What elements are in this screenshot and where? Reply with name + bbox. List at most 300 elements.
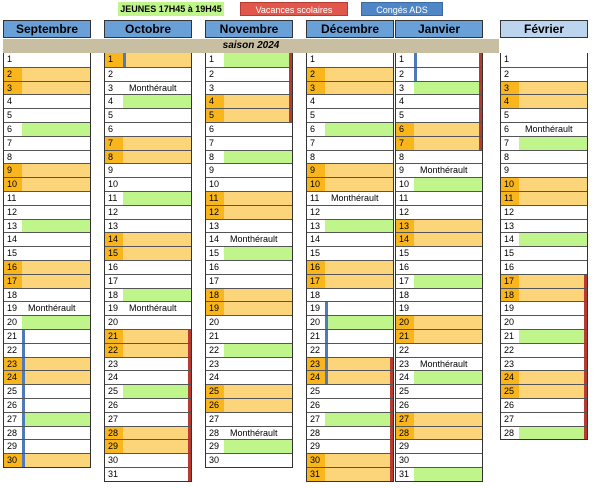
day-row[interactable] [206,150,292,164]
day-number: 12 [310,206,321,217]
day-number: 11 [7,192,17,203]
day-row[interactable] [206,122,292,136]
day-number: 23 [310,358,321,369]
day-cell [224,192,292,205]
day-row[interactable] [307,412,393,426]
day-number: 30 [399,455,410,466]
day-number: 18 [399,289,410,300]
day-row[interactable] [206,453,292,467]
day-number: 26 [399,399,410,410]
day-row[interactable] [307,288,393,302]
day-number: 23 [504,358,515,369]
day-row[interactable] [206,177,292,191]
day-row[interactable] [501,301,587,315]
day-row[interactable] [105,467,191,481]
day-row[interactable] [206,343,292,357]
day-row[interactable] [206,53,292,67]
day-row[interactable] [105,439,191,453]
vacation-marker [390,454,393,467]
day-cell [519,95,587,108]
day-number: 1 [399,54,405,64]
day-row[interactable] [396,232,482,246]
vacation-marker [479,123,482,136]
day-cell [123,95,191,108]
day-cell [325,247,393,260]
day-number: 25 [108,386,119,397]
day-row[interactable] [206,301,292,315]
ads-leave-marker [22,454,25,467]
day-row[interactable] [501,398,587,412]
day-row[interactable] [4,177,90,191]
day-row[interactable] [206,398,292,412]
day-row[interactable] [206,412,292,426]
day-cell [123,206,191,219]
day-row[interactable] [105,108,191,122]
day-number: 27 [504,413,515,424]
day-number: 1 [7,54,13,64]
day-row[interactable] [501,53,587,67]
day-cell [325,427,393,440]
day-row[interactable] [206,232,292,246]
day-row[interactable] [206,219,292,233]
day-number: 14 [209,234,220,245]
day-row[interactable] [4,67,90,81]
day-row[interactable] [307,343,393,357]
day-cell [519,123,587,136]
day-number: 15 [209,248,220,259]
day-number: 7 [399,137,405,148]
day-row[interactable] [396,163,482,177]
day-row[interactable] [307,357,393,371]
ads-leave-marker [325,344,328,357]
day-row[interactable] [105,122,191,136]
day-row[interactable] [396,343,482,357]
day-row[interactable] [105,136,191,150]
day-row[interactable] [4,191,90,205]
day-number: 15 [399,248,410,259]
day-cell [123,427,191,440]
day-row[interactable] [206,370,292,384]
day-cell [123,82,191,95]
day-row[interactable] [4,370,90,384]
day-row[interactable] [501,426,587,440]
day-row[interactable] [4,343,90,357]
day-row[interactable] [105,384,191,398]
day-row[interactable] [396,260,482,274]
day-note: Monthérault [129,303,177,314]
day-note: Monthérault [420,358,468,369]
day-row[interactable] [307,205,393,219]
ads-leave-marker [22,399,25,412]
day-row[interactable] [105,94,191,108]
day-row[interactable] [105,329,191,343]
day-row[interactable] [396,94,482,108]
day-number: 31 [399,468,410,479]
month-column-3 [306,20,394,479]
day-number: 15 [504,248,515,259]
vacation-marker [289,53,292,67]
day-row[interactable] [307,67,393,81]
day-row[interactable] [307,177,393,191]
day-row[interactable] [206,426,292,440]
day-row[interactable] [206,260,292,274]
day-row[interactable] [501,122,587,136]
day-row[interactable] [396,370,482,384]
day-row[interactable] [501,205,587,219]
day-cell [224,440,292,453]
day-row[interactable] [307,219,393,233]
day-row[interactable] [396,246,482,260]
day-cell [123,233,191,246]
day-row[interactable] [206,163,292,177]
day-row[interactable] [396,205,482,219]
season-banner: saison 2024 [3,39,499,53]
day-row[interactable] [206,357,292,371]
day-row[interactable] [206,136,292,150]
day-row[interactable] [501,67,587,81]
day-row[interactable] [501,177,587,191]
day-row[interactable] [4,453,90,467]
vacation-marker [188,413,191,426]
day-number: 2 [504,68,510,79]
day-row[interactable] [4,274,90,288]
day-row[interactable] [105,274,191,288]
day-list [306,53,394,482]
day-number: 24 [209,372,220,383]
day-row[interactable] [4,426,90,440]
day-row[interactable] [105,191,191,205]
day-row[interactable] [307,122,393,136]
day-row[interactable] [4,301,90,315]
day-row[interactable] [105,426,191,440]
day-row[interactable] [105,288,191,302]
day-row[interactable] [105,412,191,426]
day-row[interactable] [307,232,393,246]
day-cell [519,261,587,274]
day-row[interactable] [396,315,482,329]
day-row[interactable] [501,163,587,177]
day-row[interactable] [396,357,482,371]
day-row[interactable] [4,315,90,329]
day-cell [22,206,90,219]
day-cell [414,164,482,177]
day-row[interactable] [307,453,393,467]
day-cell [414,385,482,398]
day-cell [414,109,482,122]
day-number: 26 [209,399,220,410]
day-row[interactable] [396,467,482,481]
day-row[interactable] [105,398,191,412]
day-cell [22,289,90,302]
day-cell [414,330,482,343]
day-row[interactable] [4,205,90,219]
day-cell [325,137,393,150]
day-list [104,53,192,482]
day-number: 6 [504,123,510,134]
day-row[interactable] [307,370,393,384]
day-row[interactable] [307,260,393,274]
day-row[interactable] [105,301,191,315]
day-number: 11 [310,192,320,203]
day-row[interactable] [105,219,191,233]
ads-leave-marker [325,316,328,329]
day-row[interactable] [105,315,191,329]
day-row[interactable] [307,136,393,150]
day-row[interactable] [4,53,90,67]
day-row[interactable] [396,53,482,67]
day-row[interactable] [105,67,191,81]
day-row[interactable] [501,384,587,398]
day-row[interactable] [206,329,292,343]
day-row[interactable] [307,315,393,329]
day-row[interactable] [501,315,587,329]
day-row[interactable] [206,288,292,302]
day-cell [22,344,90,357]
day-cell [224,233,292,246]
day-number: 13 [399,220,410,231]
day-number: 29 [209,441,220,452]
day-row[interactable] [4,232,90,246]
day-row[interactable] [396,177,482,191]
day-number: 30 [108,455,119,466]
day-number: 9 [108,165,114,176]
day-row[interactable] [4,329,90,343]
day-number: 8 [399,151,405,162]
day-row[interactable] [396,398,482,412]
day-row[interactable] [501,274,587,288]
day-number: 8 [7,151,13,162]
day-row[interactable] [4,412,90,426]
day-row[interactable] [396,426,482,440]
day-row[interactable] [206,246,292,260]
day-row[interactable] [4,439,90,453]
day-row[interactable] [206,274,292,288]
day-number: 2 [7,68,13,79]
day-row[interactable] [396,288,482,302]
day-row[interactable] [396,67,482,81]
day-cell [325,358,393,371]
day-row[interactable] [501,343,587,357]
day-row[interactable] [4,288,90,302]
day-row[interactable] [4,94,90,108]
day-cell [414,233,482,246]
day-number: 16 [310,261,321,272]
day-note: Monthérault [230,427,278,438]
day-cell [224,220,292,233]
day-row[interactable] [4,136,90,150]
day-row[interactable] [206,67,292,81]
day-row[interactable] [396,122,482,136]
day-row[interactable] [307,329,393,343]
day-row[interactable] [307,94,393,108]
day-number: 27 [108,413,119,424]
day-cell [325,468,393,481]
day-cell [123,385,191,398]
day-row[interactable] [105,260,191,274]
day-row[interactable] [307,439,393,453]
day-number: 25 [504,386,515,397]
vacation-marker [479,109,482,122]
day-cell [22,399,90,412]
day-cell [123,151,191,164]
day-row[interactable] [206,439,292,453]
day-row[interactable] [501,191,587,205]
day-row[interactable] [396,274,482,288]
day-cell [123,178,191,191]
day-note: Monthérault [28,303,76,314]
day-row[interactable] [105,177,191,191]
vacation-marker [188,358,191,371]
day-row[interactable] [4,246,90,260]
day-row[interactable] [501,108,587,122]
day-number: 16 [108,261,119,272]
day-number: 20 [108,317,119,328]
day-number: 20 [504,317,515,328]
day-number: 5 [504,110,510,121]
day-row[interactable] [501,412,587,426]
day-cell [22,302,90,315]
day-row[interactable] [4,122,90,136]
day-cell [519,82,587,95]
day-number: 3 [209,82,215,93]
day-row[interactable] [206,94,292,108]
day-row[interactable] [105,163,191,177]
day-row[interactable] [307,81,393,95]
day-row[interactable] [307,150,393,164]
day-row[interactable] [396,301,482,315]
day-row[interactable] [105,370,191,384]
day-row[interactable] [501,150,587,164]
day-row[interactable] [206,191,292,205]
day-cell [22,316,90,329]
day-row[interactable] [396,191,482,205]
day-row[interactable] [105,357,191,371]
day-row[interactable] [4,81,90,95]
day-row[interactable] [501,288,587,302]
day-number: 14 [7,234,18,245]
day-row[interactable] [206,315,292,329]
day-row[interactable] [396,412,482,426]
day-row[interactable] [307,163,393,177]
day-row[interactable] [501,94,587,108]
day-cell [519,413,587,426]
day-number: 17 [399,275,410,286]
day-cell [123,137,191,150]
day-cell [414,289,482,302]
day-row[interactable] [396,329,482,343]
day-row[interactable] [206,81,292,95]
day-cell [224,164,292,177]
day-row[interactable] [396,453,482,467]
day-cell [519,68,587,81]
day-cell [325,164,393,177]
day-row[interactable] [501,81,587,95]
day-number: 3 [108,82,114,93]
day-row[interactable] [105,246,191,260]
day-number: 4 [310,96,316,107]
day-row[interactable] [105,205,191,219]
day-cell [123,399,191,412]
day-row[interactable] [105,150,191,164]
day-row[interactable] [105,343,191,357]
day-row[interactable] [396,81,482,95]
day-number: 18 [504,289,515,300]
day-row[interactable] [4,384,90,398]
day-number: 29 [310,441,321,452]
day-list [205,53,293,468]
day-row[interactable] [4,357,90,371]
day-row[interactable] [4,163,90,177]
day-row[interactable] [307,53,393,67]
vacation-marker [188,344,191,357]
day-row[interactable] [206,384,292,398]
day-row[interactable] [501,357,587,371]
day-row[interactable] [4,219,90,233]
day-number: 7 [108,137,114,148]
month-column-5 [500,20,588,438]
day-row[interactable] [105,453,191,467]
day-row[interactable] [396,150,482,164]
day-number: 11 [108,192,118,203]
day-number: 17 [504,275,515,286]
day-row[interactable] [4,108,90,122]
day-row[interactable] [4,150,90,164]
day-number: 12 [504,206,515,217]
vacation-marker [390,468,393,481]
day-row[interactable] [307,301,393,315]
day-row[interactable] [396,108,482,122]
day-row[interactable] [307,426,393,440]
day-list [500,53,588,440]
day-number: 24 [7,372,18,383]
day-row[interactable] [307,398,393,412]
day-row[interactable] [307,384,393,398]
day-row[interactable] [501,232,587,246]
day-row[interactable] [105,81,191,95]
day-row[interactable] [105,53,191,67]
day-row[interactable] [307,467,393,481]
day-row[interactable] [206,108,292,122]
day-row[interactable] [396,439,482,453]
day-number: 27 [209,413,220,424]
day-cell [123,109,191,122]
day-row[interactable] [501,219,587,233]
day-row[interactable] [501,260,587,274]
day-cell [414,220,482,233]
day-row[interactable] [307,108,393,122]
day-row[interactable] [4,260,90,274]
day-row[interactable] [501,136,587,150]
day-row[interactable] [307,191,393,205]
day-row[interactable] [206,205,292,219]
day-row[interactable] [501,246,587,260]
day-row[interactable] [501,370,587,384]
day-cell [325,233,393,246]
day-row[interactable] [105,232,191,246]
day-number: 22 [504,344,515,355]
day-row[interactable] [396,219,482,233]
day-cell [414,151,482,164]
day-row[interactable] [307,246,393,260]
day-number: 25 [209,386,220,397]
day-number: 5 [209,110,215,121]
day-number: 10 [310,179,321,190]
day-row[interactable] [396,384,482,398]
day-row[interactable] [396,136,482,150]
day-row[interactable] [307,274,393,288]
day-row[interactable] [501,329,587,343]
day-row[interactable] [4,398,90,412]
